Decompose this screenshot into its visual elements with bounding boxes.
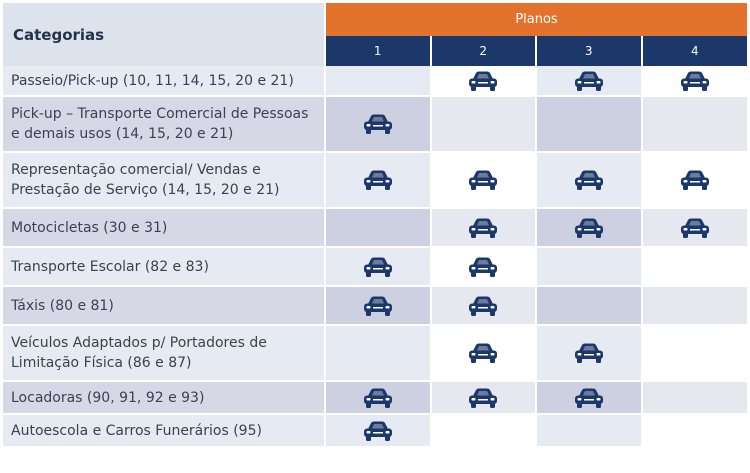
plan-1-cell — [325, 96, 431, 152]
header-planos: Planos — [325, 3, 747, 36]
table-body — [3, 66, 747, 447]
car-icon — [467, 295, 499, 317]
table-row — [3, 414, 747, 447]
table-row — [3, 247, 747, 286]
car-icon — [467, 70, 499, 92]
plan-4-cell — [642, 247, 748, 286]
car-icon — [573, 387, 605, 409]
row-category-label: Veículos Adaptados p/ Portadores de Limitação Física (86 e 87) — [3, 325, 325, 381]
car-icon — [362, 256, 394, 278]
plan-1-cell — [325, 381, 431, 414]
table-row — [3, 152, 747, 208]
plan-3-cell — [536, 414, 642, 447]
row-category-label: Autoescola e Carros Funerários (95) — [3, 414, 325, 447]
plan-3-cell — [536, 96, 642, 152]
header-plan-4: 4 — [642, 36, 748, 66]
table-row — [3, 286, 747, 325]
car-icon — [679, 217, 711, 239]
plan-2-cell — [431, 208, 537, 247]
plan-2-cell — [431, 247, 537, 286]
car-icon — [362, 387, 394, 409]
plan-4-cell — [642, 96, 748, 152]
plan-1-cell — [325, 414, 431, 447]
plan-2-cell — [431, 381, 537, 414]
car-icon — [362, 420, 394, 442]
plan-4-cell — [642, 325, 748, 381]
row-category-label: Locadoras (90, 91, 92 e 93) — [3, 381, 325, 414]
plan-2-cell — [431, 152, 537, 208]
table-row — [3, 96, 747, 152]
plan-3-cell — [536, 247, 642, 286]
header-plan-3: 3 — [536, 36, 642, 66]
plan-2-cell — [431, 96, 537, 152]
plan-3-cell — [536, 381, 642, 414]
plan-4-cell — [642, 66, 748, 96]
table-row — [3, 66, 747, 96]
row-category-label: Pick-up – Transporte Comercial de Pessoas e demais usos (14, 15, 20 e 21) — [3, 96, 325, 152]
header-categorias: Categorias — [3, 3, 325, 66]
plan-3-cell — [536, 208, 642, 247]
car-icon — [573, 169, 605, 191]
plan-1-cell — [325, 247, 431, 286]
car-icon — [573, 217, 605, 239]
row-category-label: Motocicletas (30 e 31) — [3, 208, 325, 247]
header-plan-1: 1 — [325, 36, 431, 66]
plan-4-cell — [642, 381, 748, 414]
plan-4-cell — [642, 286, 748, 325]
plan-2-cell — [431, 325, 537, 381]
plan-4-cell — [642, 208, 748, 247]
plan-2-cell — [431, 414, 537, 447]
car-icon — [467, 387, 499, 409]
car-icon — [362, 169, 394, 191]
car-icon — [467, 256, 499, 278]
plans-table-container — [3, 3, 747, 467]
car-icon — [362, 295, 394, 317]
car-icon — [679, 169, 711, 191]
car-icon — [573, 70, 605, 92]
plan-1-cell — [325, 66, 431, 96]
plan-1-cell — [325, 152, 431, 208]
plan-3-cell — [536, 325, 642, 381]
plans-table — [3, 3, 747, 448]
plan-1-cell — [325, 208, 431, 247]
plan-1-cell — [325, 286, 431, 325]
car-icon — [467, 342, 499, 364]
row-category-label: Transporte Escolar (82 e 83) — [3, 247, 325, 286]
plan-1-cell — [325, 325, 431, 381]
plan-4-cell — [642, 414, 748, 447]
car-icon — [362, 113, 394, 135]
plan-3-cell — [536, 152, 642, 208]
row-category-label: Táxis (80 e 81) — [3, 286, 325, 325]
plan-3-cell — [536, 286, 642, 325]
row-category-label: Passeio/Pick-up (10, 11, 14, 15, 20 e 21) — [3, 66, 325, 96]
car-icon — [467, 217, 499, 239]
plan-2-cell — [431, 66, 537, 96]
table-row — [3, 325, 747, 381]
plan-4-cell — [642, 152, 748, 208]
header-plan-2: 2 — [431, 36, 537, 66]
table-row — [3, 381, 747, 414]
car-icon — [573, 342, 605, 364]
plan-2-cell — [431, 286, 537, 325]
table-row — [3, 208, 747, 247]
row-category-label: Representação comercial/ Vendas e Prestação de Serviço (14, 15, 20 e 21) — [3, 152, 325, 208]
car-icon — [679, 70, 711, 92]
car-icon — [467, 169, 499, 191]
plan-3-cell — [536, 66, 642, 96]
